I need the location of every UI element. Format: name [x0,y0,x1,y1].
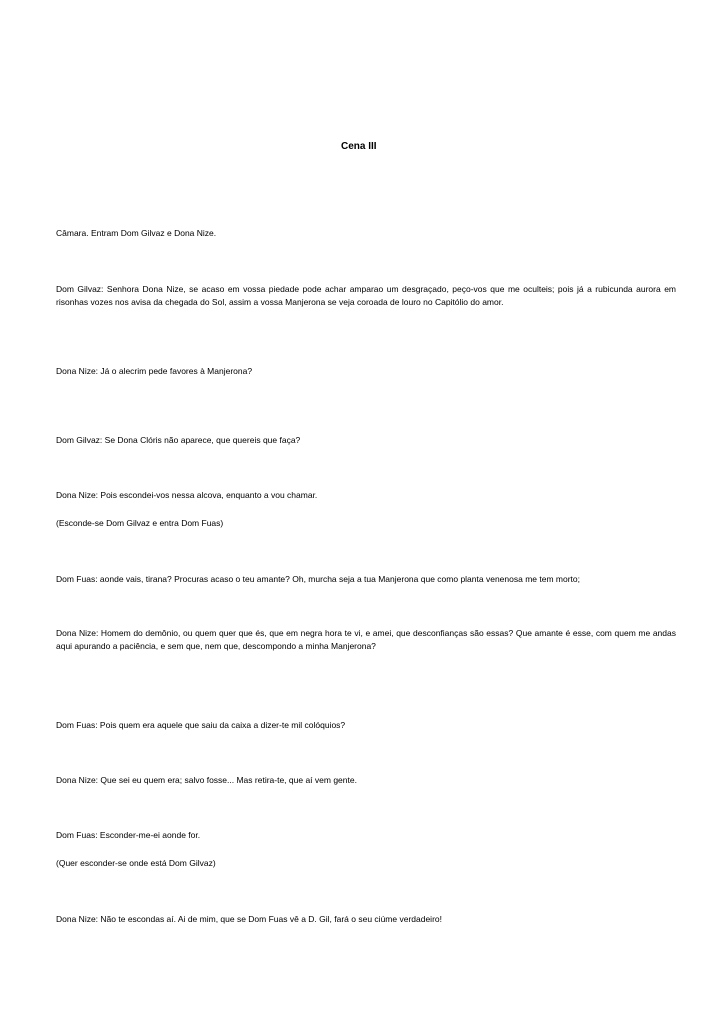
dialogue-line: Dona Nize: Pois escondei-vos nessa alcova, enquanto a vou chamar. [56,490,318,500]
stage-direction: (Quer esconder-se onde está Dom Gilvaz) [56,858,216,868]
dialogue-line: Dona Nize: Já o alecrim pede favores à Manjerona? [56,366,253,376]
scene-title: Cena III [341,141,377,152]
dialogue-line: Dom Fuas: Esconder-me-ei aonde for. [56,830,201,840]
stage-direction: (Esconde-se Dom Gilvaz e entra Dom Fuas) [56,518,224,528]
dialogue-line: Dom Gilvaz: Senhora Dona Nize, se acaso em vossa piedade pode achar amparao um desgraçado, peço-vos que me oculteis; pois já a rubicunda aurora em risonhas vozes nos avisa da chegada do Sol, assim a vossa Manjerona se veja coroada de louro no Capitólio do amor. [56,284,676,307]
dialogue-line: Dom Fuas: Pois quem era aquele que saiu da caixa a dizer-te mil colóquios? [56,720,346,730]
stage-direction: Câmara. Entram Dom Gilvaz e Dona Nize. [56,228,217,238]
dialogue-line: Dona Nize: Não te escondas aí. Ai de mim, que se Dom Fuas vê a D. Gil, fará o seu ciúme verdadeiro! [56,914,442,924]
dialogue-line: Dom Fuas: aonde vais, tirana? Procuras acaso o teu amante? Oh, murcha seja a tua Manjerona que como planta venenosa me tem morto; [56,574,580,584]
dialogue-line: Dona Nize: Que sei eu quem era; salvo fosse... Mas retira-te, que aí vem gente. [56,775,357,785]
dialogue-line: Dona Nize: Homem do demônio, ou quem quer que és, que em negra hora te vi, e amei, que desconfianças são essas? Que amante é esse, com quem me andas aqui apurando a paciência, e sem que, nem que, descompondo a minha Manjerona? [56,628,676,651]
dialogue-line: Dom Gilvaz: Se Dona Clóris não aparece, que quereis que faça? [56,435,301,445]
